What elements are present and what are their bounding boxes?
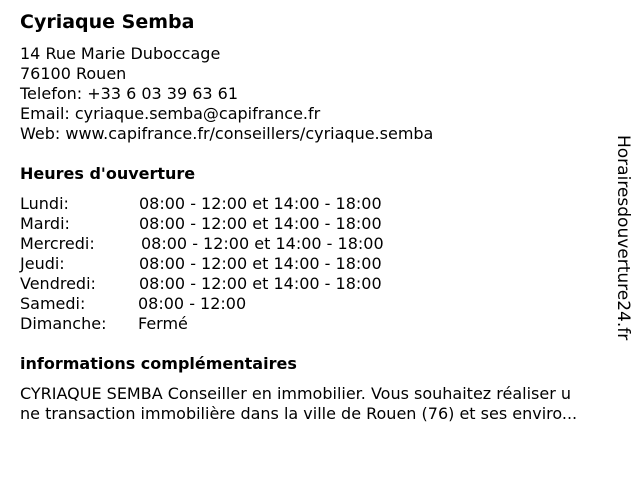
phone-line[interactable]: Telefon: +33 6 03 39 63 61	[20, 84, 239, 103]
day-hours: 08:00 - 12:00 et 14:00 - 18:00	[141, 234, 384, 253]
day-hours: 08:00 - 12:00 et 14:00 - 18:00	[139, 254, 382, 273]
business-name: Cyriaque Semba	[20, 11, 195, 33]
brand-watermark[interactable]	[613, 135, 633, 345]
day-label: Vendredi:	[20, 274, 96, 293]
description-line-2: ne transaction immobilière dans la ville de Rouen (76) et ses enviro...	[20, 404, 578, 423]
day-label: Dimanche:	[20, 314, 107, 333]
address-city: 76100 Rouen	[20, 64, 127, 83]
contact-block	[20, 44, 433, 144]
day-hours: 08:00 - 12:00 et 14:00 - 18:00	[139, 194, 382, 213]
description-line-1: CYRIAQUE SEMBA Conseiller en immobilier. Vous souhaitez réaliser u	[20, 384, 572, 403]
brand-text: Horairesdouverture24.fr	[613, 135, 633, 341]
address-street: 14 Rue Marie Duboccage	[20, 44, 221, 63]
day-label: Mardi:	[20, 214, 70, 233]
day-label: Samedi:	[20, 294, 86, 313]
day-label: Mercredi:	[20, 234, 95, 253]
web-line[interactable]: Web: www.capifrance.fr/conseillers/cyriaque.semba	[20, 124, 434, 143]
email-line[interactable]: Email: cyriaque.semba@capifrance.fr	[20, 104, 321, 123]
day-hours: 08:00 - 12:00 et 14:00 - 18:00	[139, 214, 382, 233]
day-label: Lundi:	[20, 194, 69, 213]
additional-info-heading: informations complémentaires	[20, 354, 297, 373]
opening-hours-heading: Heures d'ouverture	[20, 164, 196, 183]
day-label: Jeudi:	[20, 254, 65, 273]
day-hours: 08:00 - 12:00	[138, 294, 247, 313]
day-hours: Fermé	[138, 314, 188, 333]
business-description	[20, 384, 632, 424]
day-hours: 08:00 - 12:00 et 14:00 - 18:00	[139, 274, 382, 293]
